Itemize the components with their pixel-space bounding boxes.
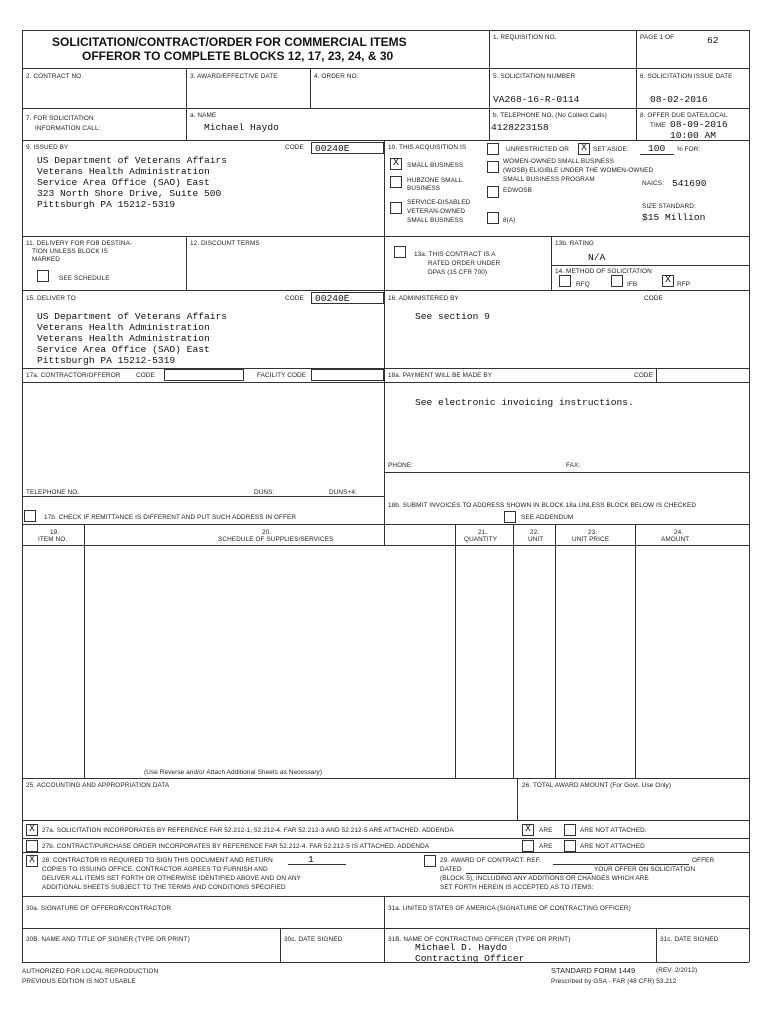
total-award-label: 26. TOTAL AWARD AMOUNT (For Govt. Use Only)	[522, 782, 672, 789]
deliver-to-line-4: Service Area Office (SAO) East	[37, 344, 210, 355]
divider	[656, 368, 657, 382]
officer-title: Contracting Officer	[415, 953, 525, 964]
divider	[22, 545, 749, 546]
divider	[551, 236, 552, 290]
clause-29-label-4: (BLOCK 5), INCLUDING ANY ADDITIONS OR CHANGES WHICH ARE	[440, 875, 649, 882]
divider	[22, 382, 749, 383]
payment-fax-label: FAX:	[566, 462, 581, 469]
duns-label: DUNS:	[254, 489, 275, 496]
col23-num: 23.	[588, 529, 598, 536]
8a-checkbox[interactable]	[487, 212, 499, 224]
issue-date-label: 6. SOLICITATION ISSUE DATE	[640, 73, 733, 80]
ifb-label: IFB	[627, 281, 638, 288]
divider	[22, 108, 749, 109]
divider	[489, 68, 490, 140]
percent-for-label: % FOR:	[677, 146, 701, 153]
deliver-to-line-3: Veterans Health Administration	[37, 333, 210, 344]
acquisition-label: 10. THIS ACQUISITION IS	[388, 144, 467, 151]
addenda-b-are-not-checkbox[interactable]	[564, 840, 576, 852]
rating-value[interactable]: N/A	[588, 252, 606, 263]
edwosb-label: EDWOSB	[503, 187, 533, 194]
divider	[384, 290, 385, 368]
solicitation-no[interactable]: VA268-16-R-0114	[493, 94, 580, 105]
set-aside-percent[interactable]: 100	[648, 143, 666, 154]
divider	[22, 290, 749, 291]
clause-28-checkbox[interactable]: X	[26, 855, 38, 867]
divider	[84, 524, 85, 778]
footer-form-name: STANDARD FORM 1449	[551, 966, 636, 975]
col-schedule: SCHEDULE OF SUPPLIES/SERVICES	[218, 536, 334, 543]
order-no-label: 4. ORDER NO.	[314, 73, 359, 80]
form-right-border	[749, 30, 750, 962]
divider	[186, 236, 187, 290]
schedule-footnote: (Use Reverse and/or Attach Additional Sheets as Necessary)	[144, 769, 323, 776]
contact-name[interactable]: Michael Haydo	[204, 122, 279, 133]
col22-num: 22.	[530, 529, 540, 536]
delivery-label: 11. DELIVERY FOR FOB DESTINA-	[26, 240, 133, 247]
deliver-to-line-1: US Department of Veterans Affairs	[37, 311, 227, 322]
divider	[22, 368, 749, 369]
return-copies[interactable]: 1	[308, 854, 314, 865]
sig-officer-label: 31a. UNITED STATES OF AMERICA (SIGNATURE OF CONTRACTING OFFICER)	[388, 905, 631, 912]
divider	[636, 30, 637, 68]
clause-29-checkbox[interactable]	[424, 855, 436, 867]
col-unit-price: UNIT PRICE	[572, 536, 610, 543]
page-total: 62	[707, 35, 719, 46]
divider	[22, 68, 749, 69]
accounting-label: 25. ACCOUNTING AND APPROPRIATION DATA	[26, 782, 170, 789]
underline	[288, 864, 346, 865]
issue-date[interactable]: 08-02-2016	[650, 94, 708, 105]
requisition-no-label: 1. REQUISITION NO.	[493, 34, 557, 41]
set-aside-label: SET ASIDE:	[593, 146, 629, 153]
issued-by-code[interactable]: 00240E	[315, 143, 350, 154]
issued-by-code-label: CODE	[285, 144, 304, 151]
discount-terms-label: 12. DISCOUNT TERMS	[190, 240, 260, 247]
form-subtitle: OFFEROR TO COMPLETE BLOCKS 12, 17, 23, 24, & 30	[82, 49, 394, 63]
underline	[466, 873, 592, 874]
payment-instructions: See electronic invoicing instructions.	[415, 397, 634, 408]
divider	[384, 368, 385, 545]
form-left-border	[22, 30, 23, 962]
footer-prescribed: Prescribed by GSA - FAR (48 CFR) 53.212	[551, 978, 677, 985]
duns4-label: DUNS+4:	[329, 489, 357, 496]
wosb-checkbox[interactable]	[487, 161, 499, 173]
divider	[517, 778, 518, 820]
col-quantity: QUANTITY	[464, 536, 498, 543]
clause-29-offer: OFFER	[692, 857, 715, 864]
clause-27a-label: 27a. SOLICITATION INCORPORATES BY REFERENCE FAR 52.212-1, 52.212-4. FAR 52.212-3 AND 52.212-5 ARE ATTACHED. ADDENDA	[42, 827, 454, 834]
clause-27b-checkbox[interactable]	[26, 840, 38, 852]
issued-by-line-1: US Department of Veterans Affairs	[37, 155, 227, 166]
deliver-to-code[interactable]: 00240E	[315, 293, 350, 304]
sdvosb-label-3: SMALL BUSINESS	[407, 217, 464, 224]
sig-offeror-label: 30a. SIGNATURE OF OFFEROR/CONTRACTOR	[26, 905, 172, 912]
rated-order-label: 13a. THIS CONTRACT IS A	[414, 251, 496, 258]
see-schedule-checkbox[interactable]	[37, 270, 49, 282]
clause-29-label-3: YOUR OFFER ON SOLICITATION	[594, 866, 696, 873]
rfq-label: RFQ	[576, 281, 590, 288]
contractor-code-box[interactable]	[164, 369, 244, 381]
divider	[22, 778, 749, 779]
wosb-label-3: SMALL BUSINESS PROGRAM	[503, 176, 595, 183]
remittance-label: 17b. CHECK IF REMITTANCE IS DIFFERENT AND PUT SUCH ADDRESS IN OFFER	[44, 514, 297, 521]
signer-name-label: 30B. NAME AND TITLE OF SIGNER (TYPE OR PRINT)	[26, 936, 190, 943]
underline	[553, 864, 689, 865]
col20-num: 20.	[262, 529, 272, 536]
see-addendum-label: SEE ADDENDUM	[521, 514, 574, 521]
divider	[635, 524, 636, 778]
deliver-to-line-5: Pittsburgh PA 15212-5319	[37, 355, 176, 366]
wosb-label: WOMEN-OWNED SMALL BUSINESS	[503, 158, 615, 165]
col-unit: UNIT	[528, 536, 544, 543]
page-label: PAGE 1 OF	[640, 34, 675, 41]
phone-label: b. TELEPHONE NO. (No Collect Calls)	[493, 112, 607, 119]
delivery-label-2: TION UNLESS BLOCK IS	[32, 248, 108, 255]
divider	[455, 524, 456, 778]
addenda-are-not-checkbox[interactable]	[564, 824, 576, 836]
deliver-to-line-2: Veterans Health Administration	[37, 322, 210, 333]
due-time[interactable]: 10:00 AM	[670, 130, 717, 141]
issued-by-label: 9. ISSUED BY	[26, 144, 69, 151]
name-label: a. NAME	[190, 112, 217, 119]
divider	[22, 896, 749, 897]
contractor-label: 17a. CONTRACTOR/OFFEROR	[26, 372, 121, 379]
divider	[22, 236, 749, 237]
award-date-label: 3. AWARD/EFFECTIVE DATE	[190, 73, 278, 80]
for-info-label-2: INFORMATION CALL:	[35, 125, 101, 132]
divider	[384, 140, 385, 236]
see-schedule-label: SEE SCHEDULE	[59, 275, 110, 282]
addenda-b-are-checkbox[interactable]	[522, 840, 534, 852]
payment-label: 18a. PAYMENT WILL BE MADE BY	[388, 372, 493, 379]
form-bottom-border	[22, 962, 749, 963]
signer-date-label: 30c. DATE SIGNED	[284, 936, 343, 943]
contact-phone[interactable]: 4128223158	[491, 122, 549, 133]
naics-code[interactable]: 541690	[672, 178, 707, 189]
divider	[636, 68, 637, 140]
issued-by-line-4: 323 North Shore Drive, Suite 500	[37, 188, 222, 199]
hubzone-label: HUBZONE SMALL	[407, 177, 463, 184]
addenda-b-are-not-label: ARE NOT ATTACHED	[580, 843, 645, 850]
divider	[656, 928, 657, 962]
divider	[22, 838, 749, 839]
divider	[384, 472, 749, 473]
rfp-checkbox[interactable]: X	[662, 275, 674, 287]
8a-label: 8(A)	[503, 217, 516, 224]
unrestricted-checkbox[interactable]	[487, 143, 499, 155]
divider	[513, 524, 514, 778]
size-standard-label: SIZE STANDARD:	[642, 203, 696, 210]
divider	[22, 140, 749, 141]
rfq-checkbox[interactable]	[559, 275, 571, 287]
clause-29-label-5: SET FORTH HEREIN IS ACCEPTED AS TO ITEMS:	[440, 884, 594, 891]
sdvosb-checkbox[interactable]	[390, 202, 402, 214]
payment-phone-label: PHONE:	[388, 462, 414, 469]
rfp-label: RFP	[677, 281, 691, 288]
divider	[384, 896, 385, 962]
remittance-checkbox[interactable]	[24, 510, 36, 522]
divider	[280, 928, 281, 962]
naics-label: NAICS:	[642, 180, 664, 187]
divider	[489, 30, 490, 68]
clause-29-dated: DATED	[440, 866, 462, 873]
footer-rev: (REV. 2/2012)	[656, 967, 698, 974]
form-title: SOLICITATION/CONTRACT/ORDER FOR COMMERCIAL ITEMS	[52, 35, 407, 49]
divider	[555, 524, 556, 778]
unrestricted-label: UNRESTRICTED OR	[506, 146, 569, 153]
wosb-label-2: (WOSB) ELIGIBLE UNDER THE WOMEN-OWNED	[503, 167, 654, 174]
addenda-are-label: ARE	[539, 827, 553, 834]
divider	[22, 928, 749, 929]
contract-no-label: 2. CONTRACT NO.	[26, 73, 84, 80]
col24-num: 24.	[674, 529, 684, 536]
clause-29-label: 29. AWARD OF CONTRACT: REF.	[440, 857, 541, 864]
clause-28-label: 28. CONTRACTOR IS REQUIRED TO SIGN THIS DOCUMENT AND RETURN	[42, 857, 273, 864]
divider	[384, 236, 385, 290]
hubzone-checkbox[interactable]	[390, 176, 402, 188]
see-addendum-checkbox[interactable]	[504, 511, 516, 523]
clause-27a-checkbox[interactable]: X	[26, 824, 38, 836]
addenda-b-are-label: ARE	[539, 843, 553, 850]
rating-label: 13b. RATING	[555, 240, 594, 247]
officer-date-label: 31c. DATE SIGNED	[660, 936, 719, 943]
issued-by-line-2: Veterans Health Administration	[37, 166, 210, 177]
rated-order-checkbox[interactable]	[394, 246, 406, 258]
clause-27b-label: 27b. CONTRACT/PURCHASE ORDER INCORPORATES BY REFERENCE FAR 52.212-4. FAR 52.212-5 IS ATTACHED. ADDENDA	[42, 843, 430, 850]
small-business-checkbox[interactable]: X	[390, 158, 402, 170]
rated-order-label-2: RATED ORDER UNDER	[428, 260, 501, 267]
ifb-checkbox[interactable]	[611, 275, 623, 287]
method-label: 14. METHOD OF SOLICITATION	[555, 268, 652, 275]
officer-name-label: 31B. NAME OF CONTRACTING OFFICER (TYPE OR PRINT)	[388, 936, 571, 943]
submit-invoices-label: 18b. SUBMIT INVOICES TO ADDRESS SHOWN IN BLOCK 18a UNLESS BLOCK BELOW IS CHECKED	[388, 502, 697, 509]
telephone-label: TELEPHONE NO.	[26, 489, 80, 496]
due-date[interactable]: 08-09-2016	[670, 119, 728, 130]
form-top-border	[22, 30, 749, 31]
divider	[551, 265, 749, 266]
facility-code-box[interactable]	[311, 369, 384, 381]
divider	[22, 524, 749, 525]
clause-28-label-4: ADDITIONAL SHEETS SUBJECT TO THE TERMS AND CONDITIONS SPECIFIED	[42, 884, 286, 891]
set-aside-checkbox[interactable]: X	[578, 143, 590, 155]
col-amount: AMOUNT	[661, 536, 690, 543]
for-info-label: 7. FOR SOLICITATION	[26, 115, 94, 122]
payment-code-label: CODE	[634, 372, 653, 379]
underline	[640, 154, 674, 155]
addenda-are-not-label: ARE NOT ATTACHED.	[580, 827, 647, 834]
clause-28-label-2: COPIES TO ISSUING OFFICE. CONTRACTOR AGREES TO FURNISH AND	[42, 866, 268, 873]
deliver-to-code-label: CODE	[285, 295, 304, 302]
administered-by-text: See section 9	[415, 311, 490, 322]
small-business-label: SMALL BUSINESS	[407, 162, 464, 169]
footer-auth: AUTHORIZED FOR LOCAL REPRODUCTION	[22, 968, 159, 975]
administered-by-label: 16. ADMINISTERED BY	[388, 295, 459, 302]
divider	[310, 68, 311, 108]
administered-by-code-label: CODE	[644, 295, 663, 302]
issued-by-line-5: Pittsburgh PA 15212-5319	[37, 199, 176, 210]
deliver-to-label: 15. DELIVER TO	[26, 295, 76, 302]
divider	[186, 108, 187, 140]
contractor-code-label: CODE	[136, 372, 155, 379]
size-standard[interactable]: $15 Million	[642, 212, 706, 223]
col-item-no: ITEM NO.	[38, 536, 68, 543]
sdvosb-label: SERVICE-DISABLED	[407, 199, 471, 206]
edwosb-checkbox[interactable]	[487, 186, 499, 198]
footer-prev: PREVIOUS EDITION IS NOT USABLE	[22, 978, 136, 985]
col19-num: 19.	[50, 529, 60, 536]
rated-order-label-3: DPAS (15 CFR 700)	[428, 269, 488, 276]
solicitation-no-label: 5. SOLICITATION NUMBER	[493, 73, 576, 80]
time-label: TIME	[650, 122, 666, 129]
clause-28-label-3: DELIVER ALL ITEMS SET FORTH OR OTHERWISE IDENTIFIED ABOVE AND ON ANY	[42, 875, 302, 882]
delivery-label-3: MARKED	[32, 256, 60, 263]
divider	[186, 68, 187, 108]
divider	[22, 852, 749, 853]
facility-code-label: FACILITY CODE	[257, 372, 307, 379]
issued-by-line-3: Service Area Office (SAO) East	[37, 177, 210, 188]
divider	[22, 820, 749, 821]
due-date-label: 8. OFFER DUE DATE/LOCAL	[640, 112, 728, 119]
sdvosb-label-2: VETERAN-OWNED	[407, 208, 466, 215]
col21-num: 21.	[478, 529, 488, 536]
addenda-are-checkbox[interactable]: X	[522, 824, 534, 836]
officer-name: Michael D. Haydo	[415, 942, 508, 953]
hubzone-label-2: BUSINESS	[407, 185, 441, 192]
